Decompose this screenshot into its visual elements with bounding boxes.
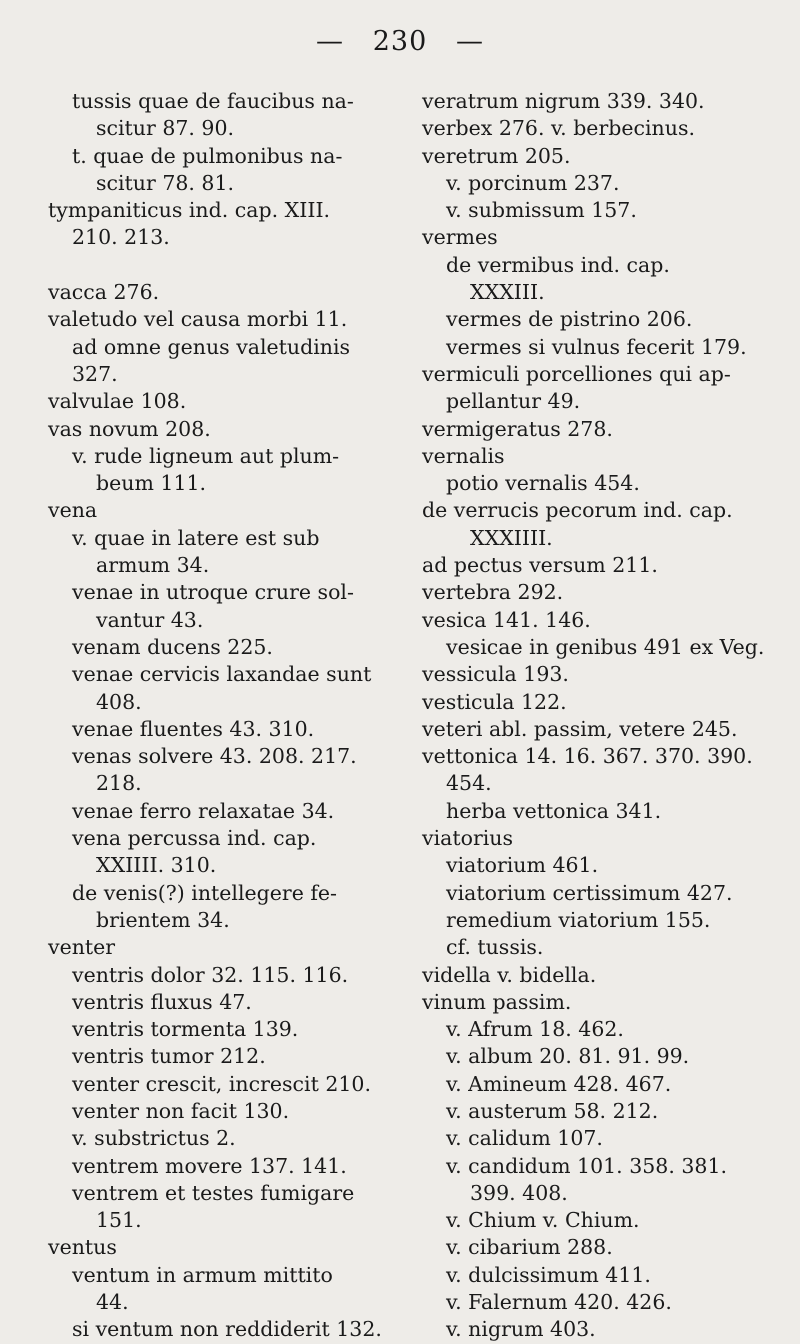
index-entry-line: vettonica 14. 16. 367. 370. 390. [422, 744, 753, 769]
index-entry-line: 210. 213. [72, 225, 170, 250]
index-entry-line: XXXIIII. [470, 525, 553, 550]
index-entry-line: v. austerum 58. 212. [446, 1098, 659, 1123]
right-column [422, 88, 772, 1344]
index-entry-line: venae cervicis laxandae sunt [72, 662, 372, 687]
index-entry-line: tussis quae de faucibus na- [72, 89, 354, 113]
index-entry-line: beum 111. [96, 471, 207, 496]
index-entry-line: viatorium certissimum 427. [446, 880, 733, 905]
page-number: 230 [372, 26, 428, 57]
index-entry-line: vermes si vulnus fecerit 179. [446, 334, 747, 359]
index-entry-line: ventris tormenta 139. [72, 1017, 299, 1042]
index-entry-line: v. candidum 101. 358. 381. [446, 1153, 728, 1178]
index-entry-line: pellantur 49. [446, 389, 581, 414]
index-entry-line: vessicula 193. [422, 662, 569, 687]
index-entry-line: armum 34. [96, 553, 210, 578]
index-entry-line: ad omne genus valetudinis [72, 334, 351, 359]
index-entry-line: venam ducens 225. [72, 634, 273, 659]
page-header [0, 26, 800, 57]
index-entry-line: 399. 408. [470, 1180, 568, 1205]
index-entry-line: vesticula 122. [422, 689, 567, 714]
index-entry-line: v. Falernum 420. 426. [446, 1290, 672, 1315]
index-entry-line: potio vernalis 454. [446, 471, 640, 496]
left-column [48, 88, 396, 1344]
index-entry-line: valetudo vel causa morbi 11. [48, 307, 348, 332]
index-entry-line: XXXIII. [470, 280, 545, 305]
index-entry-line: vacca 276. [48, 280, 160, 305]
index-entry-line: vas novum 208. [48, 416, 211, 441]
index-entry-line: herba vettonica 341. [446, 798, 662, 823]
index-entry-line: de verrucis pecorum ind. cap. [422, 498, 733, 523]
index-entry-line: vena [48, 498, 98, 523]
index-entry-line: ventris fluxus 47. [72, 989, 252, 1014]
index-entry-line: vermiculi porcelliones qui ap- [422, 361, 731, 386]
index-entry-line: veretrum 205. [422, 143, 571, 168]
index-entry-line: veteri abl. passim, vetere 245. [422, 716, 738, 741]
index-entry-line: ad pectus versum 211. [422, 553, 658, 578]
index-entry-line: vidella v. bidella. [422, 962, 597, 987]
index-entry-line: 218. [96, 771, 142, 796]
index-entry-line: scitur 87. 90. [96, 116, 235, 141]
index-entry-line: viatorium 461. [446, 853, 599, 878]
index-entry-line: 151. [96, 1208, 142, 1233]
index-entry-line: vernalis [422, 443, 505, 468]
header-dash-right: — [456, 26, 485, 57]
index-entry-line: v. quae in latere est sub [72, 525, 320, 550]
index-entry-line: venter non facit 130. [72, 1098, 290, 1123]
index-entry-line: veratrum nigrum 339. 340. [422, 89, 705, 113]
index-entry-line: ventus [48, 1235, 117, 1260]
index-entry-line: v. Chium v. Chium. [446, 1208, 640, 1233]
index-entry-line: vesica 141. 146. [422, 607, 591, 632]
index-entry-line: venae fluentes 43. 310. [72, 716, 315, 741]
index-entry-line [48, 252, 396, 279]
index-entry-line: v. porcinum 237. [446, 170, 620, 195]
index-entry-line: si ventum non reddiderit 132. [72, 1317, 382, 1342]
index-entry-line: vena percussa ind. cap. [72, 826, 317, 851]
index-entry-line: v. Afrum 18. 462. [446, 1017, 624, 1042]
index-entry-line: cf. tussis. [446, 935, 544, 960]
index-entry-line: venae ferro relaxatae 34. [72, 798, 335, 823]
index-entry-line: v. submissum 157. [446, 198, 637, 223]
header-dash-left: — [315, 26, 344, 57]
index-entry-line: v. cibarium 288. [446, 1235, 613, 1260]
index-entry-line: v. dulcissimum 411. [446, 1262, 651, 1287]
index-entry-line: ventrem movere 137. 141. [72, 1153, 347, 1178]
index-entry-line: XXIIII. 310. [96, 853, 217, 878]
index-entry-line: tympaniticus ind. cap. XIII. [48, 198, 331, 223]
index-entry-line: v. Amineum 428. 467. [446, 1071, 672, 1096]
index-entry-line: vermes [422, 225, 498, 250]
index-entry-line: de venis(?) intellegere fe- [72, 880, 337, 905]
index-entry-line: vermes de pistrino 206. [446, 307, 693, 332]
index-entry-line: remedium viatorium 155. [446, 907, 711, 932]
index-entry-line: 454. [446, 771, 492, 796]
index-entry-line: verbex 276. v. berbecinus. [422, 116, 695, 141]
index-entry-line: vantur 43. [96, 607, 204, 632]
index-entry-line: venae in utroque crure sol- [72, 580, 354, 605]
index-entry-line: venter [48, 935, 116, 960]
index-entry-line: venter crescit, increscit 210. [72, 1071, 371, 1096]
index-entry-line: vinum passim. [422, 989, 572, 1014]
index-entry-line: valvulae 108. [48, 389, 187, 414]
index-entry-line: v. nigrum 403. [446, 1317, 596, 1342]
index-entry-line: t. quae de pulmonibus na- [72, 143, 343, 168]
index-entry-line: ventum in armum mittito [72, 1262, 333, 1287]
index-entry-line: brientem 34. [96, 907, 230, 932]
index-entry-line: 408. [96, 689, 142, 714]
index-entry-line: scitur 78. 81. [96, 170, 235, 195]
index-entry-line: venas solvere 43. 208. 217. [72, 744, 357, 769]
index-entry-line: 327. [72, 361, 118, 386]
index-entry-line: v. substrictus 2. [72, 1126, 236, 1151]
index-entry-line: vesicae in genibus 491 ex Veg. [446, 634, 765, 659]
index-entry-line: v. calidum 107. [446, 1126, 603, 1151]
index-entry-line: v. rude ligneum aut plum- [72, 443, 340, 468]
index-entry-line: de vermibus ind. cap. [446, 252, 670, 277]
index-entry-line: ventrem et testes fumigare [72, 1180, 355, 1205]
index-entry-line: v. album 20. 81. 91. 99. [446, 1044, 690, 1069]
index-entry-line: ventris tumor 212. [72, 1044, 266, 1069]
index-entry-line: vertebra 292. [422, 580, 564, 605]
index-entry-line: vermigeratus 278. [422, 416, 613, 441]
index-entry-line: viatorius [422, 826, 514, 851]
index-entry-line: 44. [96, 1290, 129, 1315]
index-entry-line: ventris dolor 32. 115. 116. [72, 962, 349, 987]
